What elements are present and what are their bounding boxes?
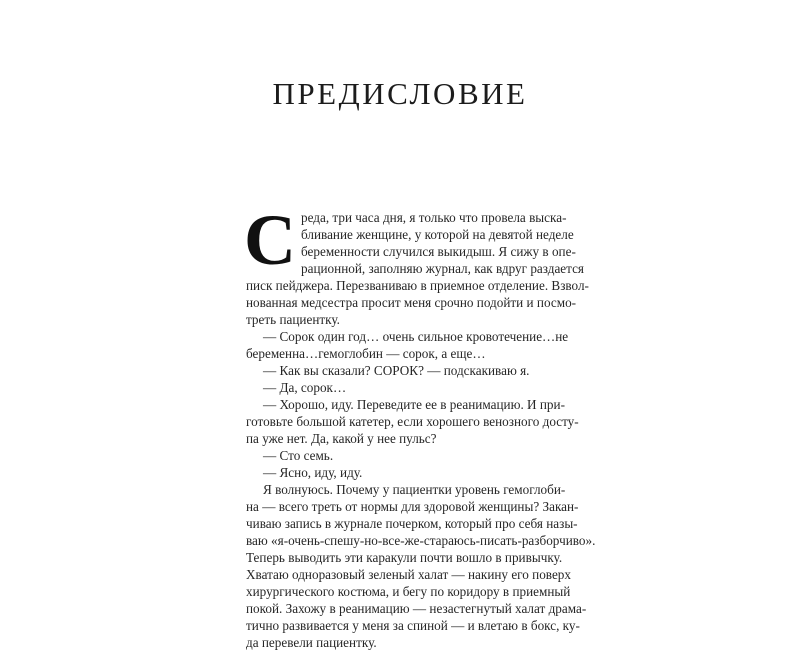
text-line: нованная медсестра просит меня срочно подойти и посмо- — [246, 295, 577, 310]
text-line: бливание женщине, у которой на девятой неделе — [301, 227, 574, 242]
text-line: Хватаю одноразовый зеленый халат — накину его поверх — [246, 567, 571, 582]
text-line: покой. Захожу в реанимацию — незастегнутый халат драма- — [246, 601, 587, 616]
text-line: — Ясно, иду, иду. — [263, 465, 363, 480]
text-line: ваю «я-очень-спешу-но-все-же-стараюсь-писать-разборчиво». — [246, 533, 596, 548]
text-line: па уже нет. Да, какой у нее пульс? — [246, 431, 437, 446]
text-line: тично развивается у меня за спиной — и влетаю в бокс, ку- — [246, 618, 580, 633]
text-line: Я волнуюсь. Почему у пациентки уровень гемоглоби- — [263, 482, 566, 497]
chapter-body — [244, 200, 596, 651]
text-line: — Сто семь. — [263, 448, 334, 463]
drop-cap: С — [244, 200, 296, 280]
text-line: беременности случился выкидыш. Я сижу в опе- — [301, 244, 576, 259]
text-line: — Да, сорок… — [263, 380, 347, 395]
text-line: Теперь выводить эти каракули почти вошло в привычку. — [246, 550, 563, 565]
text-line: писк пейджера. Перезваниваю в приемное отделение. Взвол- — [246, 278, 589, 293]
text-line: готовьте большой катетер, если хорошего венозного досту- — [246, 414, 579, 429]
text-line: реда, три часа дня, я только что провела выска- — [301, 210, 567, 225]
text-line: да перевели пациентку. — [246, 635, 377, 650]
text-line: хирургического костюма, и бегу по коридору в приемный — [246, 584, 571, 599]
text-line: чиваю запись в журнале почерком, который про себя назы- — [246, 516, 578, 531]
chapter-title: ПРЕДИСЛОВИЕ — [272, 76, 528, 111]
text-line: на — всего треть от нормы для здоровой женщины? Закан- — [246, 499, 579, 514]
text-line: треть пациентку. — [246, 312, 340, 327]
text-line: рационной, заполняю журнал, как вдруг раздается — [301, 261, 585, 276]
text-line: беременна…гемоглобин — сорок, а еще… — [246, 346, 486, 361]
text-line: — Сорок один год… очень сильное кровотечение…не — [263, 329, 569, 344]
text-line: — Как вы сказали? СОРОК? — подскакиваю я. — [263, 363, 530, 378]
text-line: — Хорошо, иду. Переведите ее в реанимацию. И при- — [263, 397, 565, 412]
